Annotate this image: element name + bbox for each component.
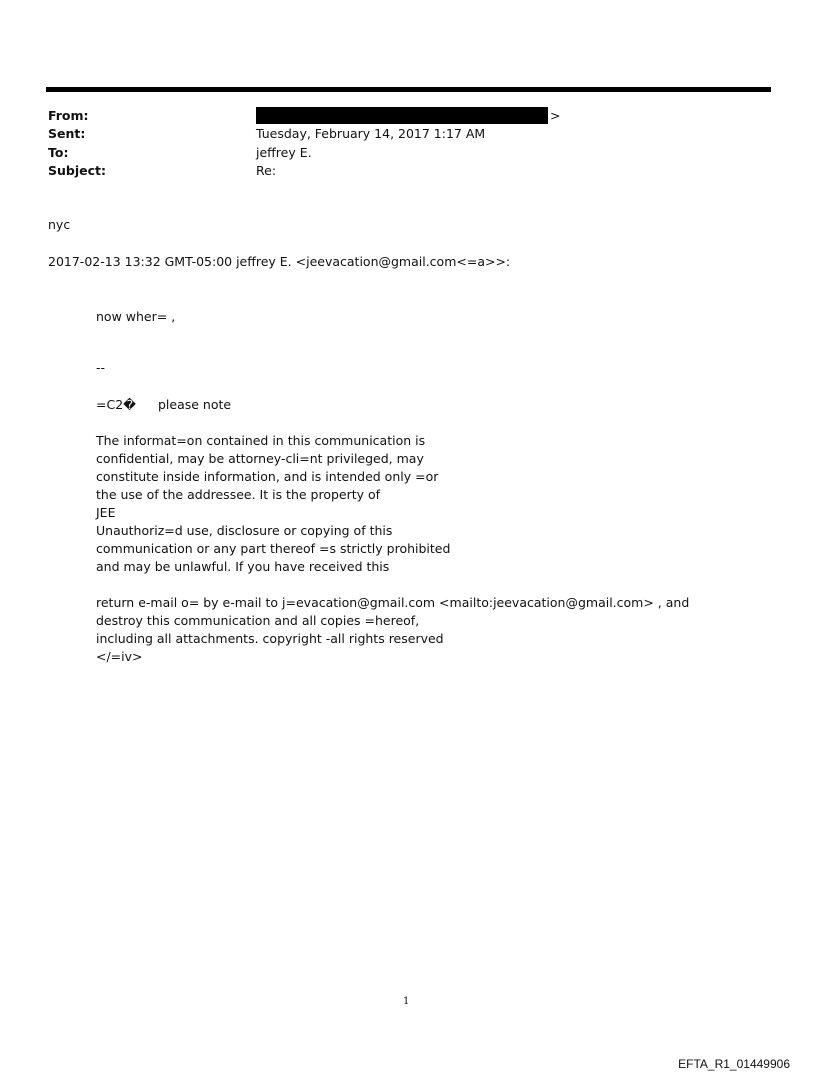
note-line	[96, 397, 231, 413]
disclaimer-line: and may be unlawful. If you have received this	[96, 559, 390, 574]
redacted-sender	[256, 107, 548, 124]
disclaimer-line: communication or any part thereof =s strictly prohibited	[96, 541, 451, 556]
to-label: To:	[48, 145, 69, 160]
bates-number: EFTA_R1_01449906	[678, 1057, 790, 1071]
closing-line: including all attachments. copyright -all rights reserved	[96, 631, 444, 646]
disclaimer-line: constitute inside information, and is intended only =or	[96, 469, 439, 484]
from-label: From:	[48, 108, 89, 123]
header-rule	[46, 87, 771, 92]
note-prefix: =C2�	[96, 397, 136, 412]
subject-label: Subject:	[48, 163, 106, 178]
page-number: 1	[403, 996, 410, 1007]
disclaimer-line: the use of the addressee. It is the property of	[96, 487, 381, 502]
quote-header: 2017-02-13 13:32 GMT-05:00 jeffrey E. <jeevacation@gmail.com<=a>>:	[48, 254, 511, 269]
closing-line: return e-mail o= by e-mail to j=evacation@gmail.com <mailto:jeevacation@gmail.com> , and	[96, 595, 690, 610]
disclaimer-line: The informat=on contained in this communication is	[96, 433, 426, 448]
note-text: please note	[157, 397, 232, 412]
closing-line: destroy this communication and all copies =hereof,	[96, 613, 420, 628]
reply-text: nyc	[48, 217, 71, 232]
disclaimer-line: Unauthoriz=d use, disclosure or copying of this	[96, 523, 393, 538]
sent-value: Tuesday, February 14, 2017 1:17 AM	[256, 126, 486, 141]
signature-separator: --	[96, 360, 106, 375]
disclaimer-line: JEE	[96, 505, 116, 520]
subject-value: Re:	[256, 163, 277, 178]
sent-label: Sent:	[48, 126, 86, 141]
closing-line: </=iv>	[96, 649, 143, 664]
quoted-message: now wher= ,	[96, 309, 176, 324]
disclaimer-line: confidential, may be attorney-cli=nt privileged, may	[96, 451, 424, 466]
from-value-tail: >	[550, 108, 561, 123]
to-value: jeffrey E.	[256, 145, 312, 160]
